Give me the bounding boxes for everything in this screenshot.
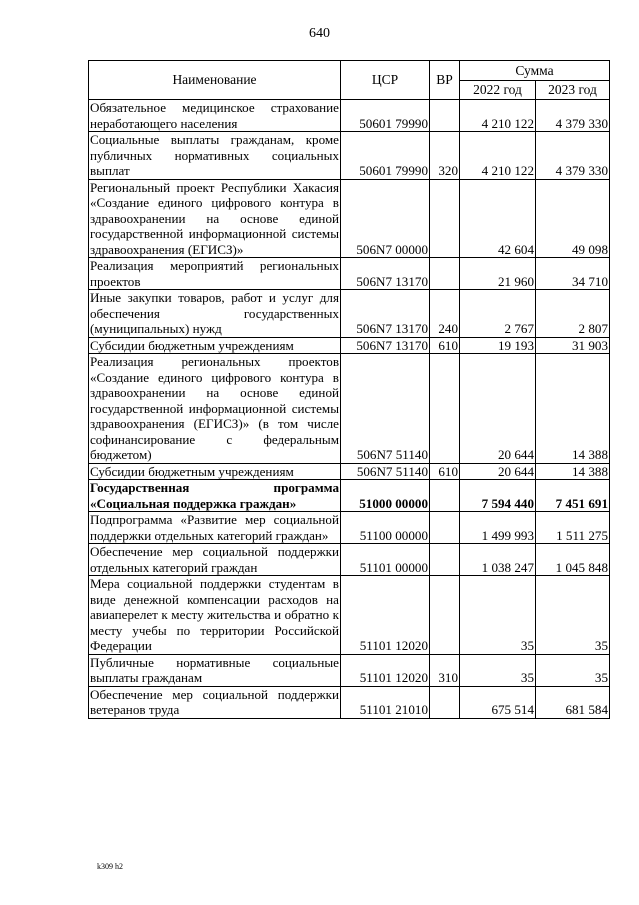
row-csr: 506N7 00000	[341, 179, 430, 258]
row-vr	[430, 480, 460, 512]
row-sum-2023: 4 379 330	[536, 132, 610, 180]
header-name: Наименование	[89, 61, 341, 100]
row-sum-2022: 20 644	[460, 463, 536, 480]
row-sum-2022: 21 960	[460, 258, 536, 290]
row-csr: 51101 21010	[341, 686, 430, 718]
row-name: Обеспечение мер социальной поддержки ветеранов труда	[90, 686, 339, 717]
row-name: Субсидии бюджетным учреждениям	[89, 337, 341, 354]
row-csr: 506N7 13170	[341, 258, 430, 290]
row-name: Субсидии бюджетным учреждениям	[89, 463, 341, 480]
row-sum-2022: 4 210 122	[460, 132, 536, 180]
row-sum-2023: 1 511 275	[536, 512, 610, 544]
row-csr: 506N7 51140	[341, 463, 430, 480]
row-sum-2022: 35	[460, 654, 536, 686]
row-vr	[430, 258, 460, 290]
header-2022: 2022 год	[460, 81, 536, 100]
table-row	[89, 463, 610, 480]
row-vr	[430, 100, 460, 132]
row-sum-2022: 42 604	[460, 179, 536, 258]
table-row	[89, 258, 610, 290]
row-vr	[430, 544, 460, 576]
row-sum-2022: 7 594 440	[460, 480, 536, 512]
table-row	[89, 179, 610, 258]
row-sum-2023: 14 388	[536, 354, 610, 464]
row-sum-2022: 1 038 247	[460, 544, 536, 576]
table-row	[89, 544, 610, 576]
row-csr: 506N7 13170	[341, 337, 430, 354]
row-csr: 51000 00000	[341, 480, 430, 512]
row-sum-2023: 681 584	[536, 686, 610, 718]
table-row	[89, 576, 610, 655]
row-sum-2023: 35	[536, 654, 610, 686]
row-name: Реализация мероприятий региональных проектов	[90, 258, 339, 289]
row-sum-2022: 675 514	[460, 686, 536, 718]
row-sum-2023: 2 807	[536, 290, 610, 338]
row-csr: 50601 79990	[341, 132, 430, 180]
row-sum-2022: 2 767	[460, 290, 536, 338]
row-vr	[430, 512, 460, 544]
row-name: Обязательное медицинское страхование неработающего населения	[90, 100, 339, 131]
row-sum-2023: 34 710	[536, 258, 610, 290]
row-name: Региональный проект Республики Хакасия «Создание единого цифрового контура в здравоохранении на основе единой государственной информационной системы здравоохранения (ЕГИСЗ)»	[90, 179, 339, 257]
row-sum-2022: 19 193	[460, 337, 536, 354]
row-name: Иные закупки товаров, работ и услуг для обеспечения государственных (муниципальных) нужд	[90, 290, 339, 336]
row-vr: 240	[430, 290, 460, 338]
row-sum-2023: 31 903	[536, 337, 610, 354]
row-csr: 51101 12020	[341, 654, 430, 686]
row-csr: 51100 00000	[341, 512, 430, 544]
row-sum-2023: 14 388	[536, 463, 610, 480]
row-sum-2022: 4 210 122	[460, 100, 536, 132]
row-name: Государственная программа «Социальная поддержка граждан»	[90, 480, 339, 511]
table-header-row	[89, 61, 610, 81]
table-row	[89, 480, 610, 512]
row-csr: 506N7 13170	[341, 290, 430, 338]
row-csr: 50601 79990	[341, 100, 430, 132]
row-name: Обеспечение мер социальной поддержки отдельных категорий граждан	[90, 544, 339, 575]
header-2023: 2023 год	[536, 81, 610, 100]
table-row	[89, 512, 610, 544]
table-row	[89, 290, 610, 338]
row-name: Социальные выплаты гражданам, кроме публичных нормативных социальных выплат	[90, 132, 339, 178]
footer-code: k309 h2	[97, 862, 123, 871]
row-sum-2023: 1 045 848	[536, 544, 610, 576]
row-vr	[430, 576, 460, 655]
table-row	[89, 132, 610, 180]
row-vr: 320	[430, 132, 460, 180]
row-sum-2022: 20 644	[460, 354, 536, 464]
header-csr: ЦСР	[341, 61, 430, 100]
row-sum-2023: 7 451 691	[536, 480, 610, 512]
row-csr: 51101 00000	[341, 544, 430, 576]
header-vr: ВР	[430, 61, 460, 100]
row-vr	[430, 354, 460, 464]
budget-table	[88, 60, 610, 719]
row-name: Реализация региональных проектов «Создание единого цифрового контура в здравоохранении на основе единой государственной информационной системы здравоохранения (ЕГИСЗ)» (в том числе софинансирование с федеральным бюджетом)	[90, 354, 339, 462]
row-vr: 310	[430, 654, 460, 686]
row-sum-2022: 35	[460, 576, 536, 655]
row-sum-2022: 1 499 993	[460, 512, 536, 544]
row-csr: 51101 12020	[341, 576, 430, 655]
row-sum-2023: 49 098	[536, 179, 610, 258]
row-vr: 610	[430, 337, 460, 354]
row-sum-2023: 35	[536, 576, 610, 655]
table-row	[89, 686, 610, 718]
table-row	[89, 654, 610, 686]
row-csr: 506N7 51140	[341, 354, 430, 464]
row-vr	[430, 686, 460, 718]
table-row	[89, 354, 610, 464]
page-number: 640	[309, 26, 330, 41]
row-sum-2023: 4 379 330	[536, 100, 610, 132]
row-name: Подпрограмма «Развитие мер социальной поддержки отдельных категорий граждан»	[90, 512, 339, 543]
row-name: Мера социальной поддержки студентам в виде денежной компенсации расходов на авиаперелет к месту жительства и обратно к месту учебы по территории Российской Федерации	[90, 576, 339, 653]
header-sum: Сумма	[460, 61, 610, 81]
row-vr: 610	[430, 463, 460, 480]
row-vr	[430, 179, 460, 258]
row-name: Публичные нормативные социальные выплаты гражданам	[90, 654, 339, 685]
table-row	[89, 100, 610, 132]
table-row	[89, 337, 610, 354]
